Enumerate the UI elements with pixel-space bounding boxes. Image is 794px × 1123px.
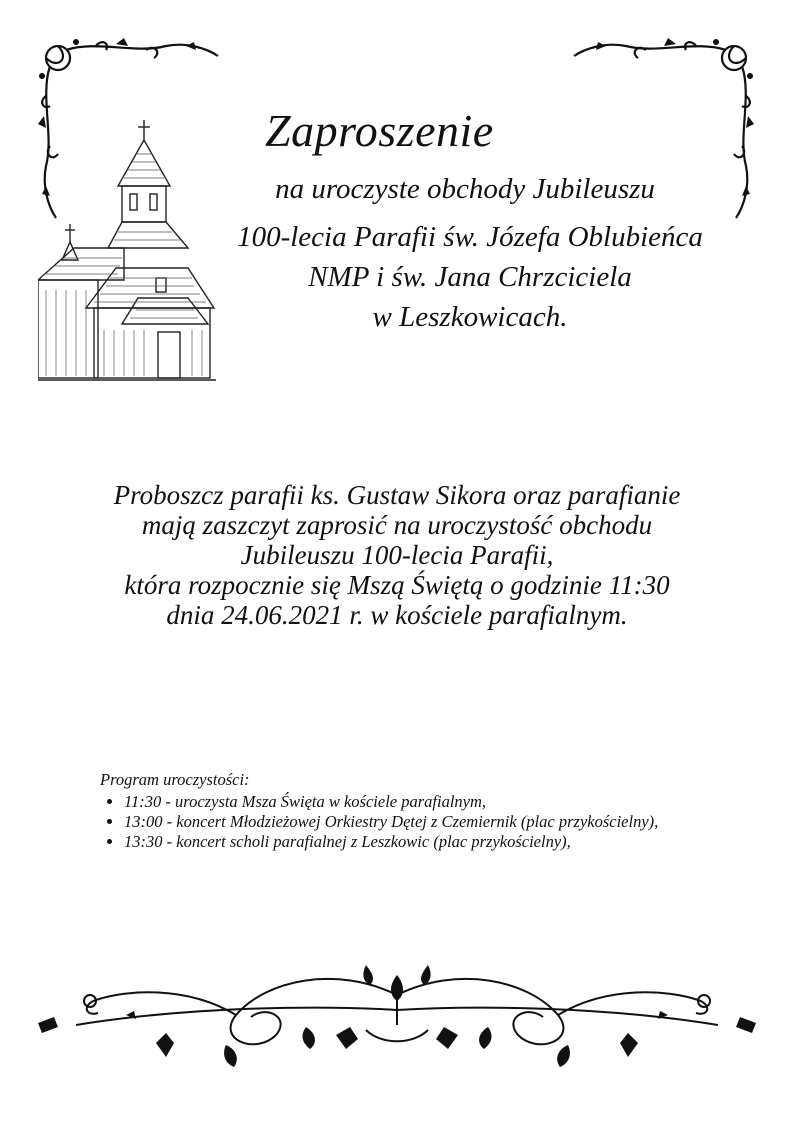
program-list [100, 792, 720, 852]
invitation-line: Jubileuszu 100-lecia Parafii, [240, 540, 554, 570]
invitation-title: Zaproszenie [265, 105, 494, 156]
invitation-line: dnia 24.06.2021 r. w kościele parafialnym. [166, 600, 628, 630]
invitation-body [40, 480, 754, 630]
invitation-line: która rozpocznie się Mszą Świętą o godzinie 11:30 [124, 570, 670, 600]
program-heading: Program uroczystości: [100, 770, 250, 789]
invitation-line: mają zaszczyt zaprosić na uroczystość obchodu [141, 510, 653, 540]
program-item: • 13:00 - koncert Młodzieżowej Orkiestry Dętej z Czemiernik (plac przykościelny), [124, 812, 720, 832]
subtitle-line-4: w Leszkowicach. [372, 301, 568, 333]
subtitle-line-2: 100-lecia Parafii św. Józefa Oblubieńca [237, 221, 703, 253]
program-item: • 13:30 - koncert scholi parafialnej z Leszkowic (plac przykościelny), [124, 832, 720, 852]
program-item: • 11:30 - uroczysta Msza Święta w kościele parafialnym, [124, 792, 720, 812]
subtitle-line-1: na uroczyste obchody Jubileuszu [275, 173, 655, 205]
floral-divider-icon [36, 955, 758, 1085]
subtitle-line-3: NMP i św. Jana Chrzciciela [308, 261, 632, 293]
invitation-line: Proboszcz parafii ks. Gustaw Sikora oraz parafianie [113, 480, 681, 510]
program-section [100, 770, 720, 852]
